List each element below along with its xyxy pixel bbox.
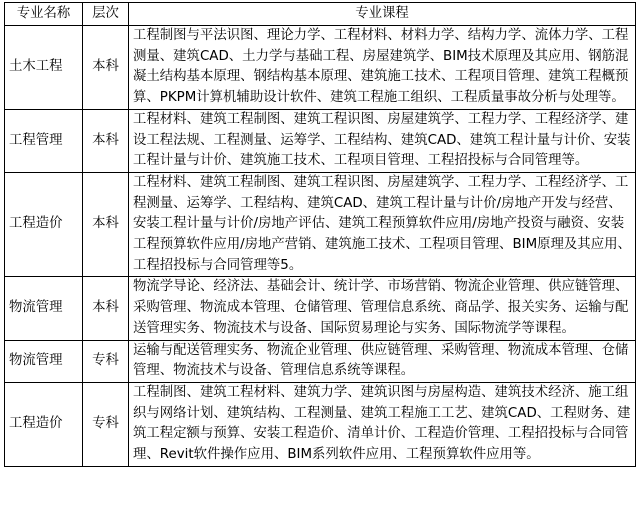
level-cell: 本科 [83,109,129,172]
table-row [5,382,636,466]
level-cell: 本科 [83,26,129,110]
major-cell: 工程造价 [5,172,83,277]
courses-cell: 工程制图、建筑工程材料、建筑力学、建筑识图与房屋构造、建筑技术经济、施工组织与网络计划、建筑结构、工程测量、建筑工程施工工艺、建筑CAD、工程财务、建筑工程定额与预算、安装工程造价、清单计价、工程造价管理、工程招投标与合同管理、Revit软件操作应用、BIM系列软件应用、工程预算软件应用等。 [129,382,636,466]
courses-cell: 工程材料、建筑工程制图、建筑工程识图、房屋建筑学、工程力学、工程经济学、建设工程法规、工程测量、运筹学、工程结构、建筑CAD、建筑工程计量与计价、安装工程计量与计价、建筑施工技术、工程项目管理、工程招投标与合同管理等。 [129,109,636,172]
header-row [5,3,636,26]
courses-cell: 工程材料、建筑工程制图、建筑工程识图、房屋建筑学、工程力学、工程经济学、工程测量、运筹学、工程结构、建筑CAD、建筑工程计量与计价/房地产开发与经营、安装工程计量与计价/房地产评估、建筑工程预算软件应用/房地产投资与融资、安装工程预算软件应用/房地产营销、建筑施工技术、工程项目管理、BIM原理及其应用、工程招投标与合同管理等5。 [129,172,636,277]
courses-cell: 工程制图与平法识图、理论力学、工程材料、材料力学、结构力学、流体力学、工程测量、建筑CAD、土力学与基础工程、房屋建筑学、BIM技术原理及其应用、钢筋混凝土结构基本原理、钢结构基本原理、建筑施工技术、工程项目管理、建筑工程概预算、PKPM计算机辅助设计软件、建筑工程施工组织、工程质量事故分析与处理等。 [129,26,636,110]
level-cell: 本科 [83,172,129,277]
table-row [5,26,636,110]
courses-cell: 运输与配送管理实务、物流企业管理、供应链管理、采购管理、物流成本管理、仓储管理、物流技术与设备、管理信息系统等课程。 [129,340,636,382]
major-cell: 工程造价 [5,382,83,466]
table-row [5,340,636,382]
header-major: 专业名称 [5,3,83,26]
header-courses: 专业课程 [129,3,636,26]
level-cell: 本科 [83,277,129,340]
table-row [5,172,636,277]
major-cell: 工程管理 [5,109,83,172]
level-cell: 专科 [83,340,129,382]
table-row [5,109,636,172]
level-cell: 专科 [83,382,129,466]
header-level: 层次 [83,3,129,26]
course-table [4,2,636,467]
major-cell: 土木工程 [5,26,83,110]
major-cell: 物流管理 [5,340,83,382]
courses-cell: 物流学导论、经济法、基础会计、统计学、市场营销、物流企业管理、供应链管理、采购管理、物流成本管理、仓储管理、管理信息系统、商品学、报关实务、运输与配送管理实务、物流技术与设备、国际贸易理论与实务、国际物流学等课程。 [129,277,636,340]
major-cell: 物流管理 [5,277,83,340]
table-row [5,277,636,340]
